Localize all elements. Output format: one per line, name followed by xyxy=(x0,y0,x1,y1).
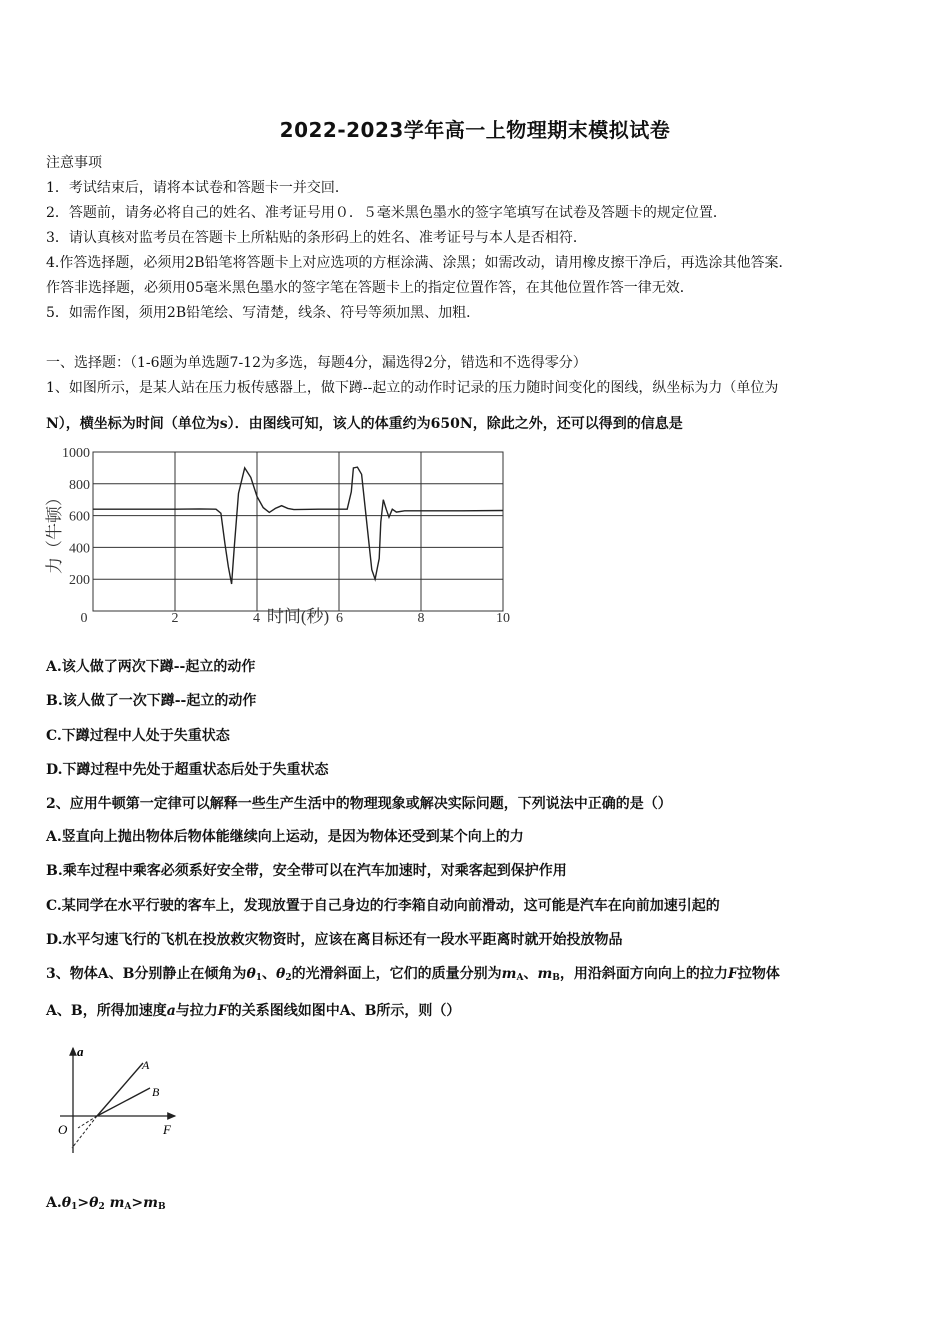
q1-option-b[interactable]: B.该人做了一次下蹲--起立的动作 xyxy=(46,693,257,709)
chart-tick-labels xyxy=(62,446,510,626)
x-tick-6: 6 xyxy=(336,611,343,626)
y-tick-400: 400 xyxy=(69,541,90,557)
section-heading: 一、选择题：（1-6题为单选题7-12为多选，每题4分，漏选得2分，错选和不选得零分） xyxy=(46,355,587,371)
chart-y-axis-label: 力（牛顿） xyxy=(45,489,64,574)
y-tick-200: 200 xyxy=(69,573,90,589)
notice-item-1: 1．考试结束后，请将本试卷和答题卡一并交回． xyxy=(46,180,349,196)
graph-y-axis-label: a xyxy=(77,1044,84,1059)
y-tick-600: 600 xyxy=(69,509,90,525)
notice-item-2: 2．答题前，请务必将自己的姓名、准考证号用０．５毫米黑色墨水的签字笔填写在试卷及答题卡的规定位置． xyxy=(46,205,727,221)
line-b xyxy=(97,1088,150,1116)
graph-origin-label: O xyxy=(58,1122,68,1137)
force-time-chart xyxy=(40,440,530,635)
page-title: 2022-2023学年高一上物理期末模拟试卷 xyxy=(279,118,671,142)
q1-option-d[interactable]: D.下蹲过程中先处于超重状态后处于失重状态 xyxy=(46,762,329,778)
line-a-label: A xyxy=(142,1058,150,1072)
line-a-extension xyxy=(72,1116,97,1148)
q3-stem-line2: A、B，所得加速度a与拉力F的关系图线如图中A、B所示，则（） xyxy=(46,1003,461,1019)
y-tick-800: 800 xyxy=(69,477,90,493)
line-a xyxy=(97,1063,143,1116)
q2-option-a[interactable]: A.竖直向上抛出物体后物体能继续向上运动，是因为物体还受到某个向上的力 xyxy=(46,829,524,845)
q1-option-a[interactable]: A.该人做了两次下蹲--起立的动作 xyxy=(46,659,256,675)
q3-option-a[interactable]: $A.\theta_1>\theta_2$ $m_A>m_B$ xyxy=(46,1195,166,1212)
graph-x-axis-label: F xyxy=(163,1122,171,1137)
q2-option-b[interactable]: B.乘车过程中乘客必须系好安全带，安全带可以在汽车加速时，对乘客起到保护作用 xyxy=(46,863,567,879)
chart-x-axis-label: 时间(秒) xyxy=(266,607,330,626)
x-tick-8: 8 xyxy=(417,611,425,626)
line-b-label: B xyxy=(152,1085,160,1099)
notice-item-5: 5．如需作图，须用2B铅笔绘、写清楚，线条、符号等须加黑、加粗． xyxy=(46,305,481,321)
x-tick-10: 10 xyxy=(496,611,510,626)
notice-item-4-continued: 作答非选择题，必须用05毫米黑色墨水的签字笔在答题卡上的指定位置作答，在其他位置作答一律无效． xyxy=(46,280,694,296)
notice-heading: 注意事项 xyxy=(46,155,102,171)
notice-item-3: 3．请认真核对监考员在答题卡上所粘贴的条形码上的姓名、准考证号与本人是否相符． xyxy=(46,230,587,246)
q2-option-c[interactable]: C.某同学在水平行驶的客车上，发现放置于自己身边的行李箱自动向前滑动，这可能是汽车在向前加速引起的 xyxy=(46,898,720,914)
q1-stem-line1: 1、如图所示，是某人站在压力板传感器上，做下蹲--起立的动作时记录的压力随时间变化的图线，纵坐标为力（单位为 xyxy=(46,380,779,396)
chart-frame xyxy=(93,452,503,611)
x-tick-2: 2 xyxy=(171,611,179,626)
line-b-extension xyxy=(78,1116,97,1128)
x-tick-0: 0 xyxy=(80,611,88,626)
y-tick-1000: 1000 xyxy=(62,446,90,461)
x-tick-4: 4 xyxy=(253,611,260,626)
chart-grid xyxy=(93,452,503,611)
q2-stem: 2、应用牛顿第一定律可以解释一些生产生活中的物理现象或解决实际问题，下列说法中正确的是（） xyxy=(46,796,672,812)
q2-option-d[interactable]: D.水平匀速飞行的飞机在投放救灾物资时，应该在离目标还有一段水平距离时就开始投放物品 xyxy=(46,932,623,948)
acceleration-force-graph xyxy=(50,1038,190,1163)
notice-item-4: 4.作答选择题，必须用2B铅笔将答题卡上对应选项的方框涂满、涂黑；如需改动，请用橡皮擦干净后，再选涂其他答案． xyxy=(46,255,793,271)
q3-stem-line1: 3、物体A、B分别静止在倾角为$\theta_1$、$\theta_2$的光滑斜面上，它们的质量分别为$m_A$、$m_B$，用沿斜面方向向上的拉力F拉物体 xyxy=(46,966,780,983)
q1-option-c[interactable]: C.下蹲过程中人处于失重状态 xyxy=(46,728,230,744)
q1-stem-line2: N），横坐标为时间（单位为s）．由图线可知，该人的体重约为650N，除此之外，还可以得到的信息是 xyxy=(46,416,683,432)
force-series-line xyxy=(93,467,503,584)
